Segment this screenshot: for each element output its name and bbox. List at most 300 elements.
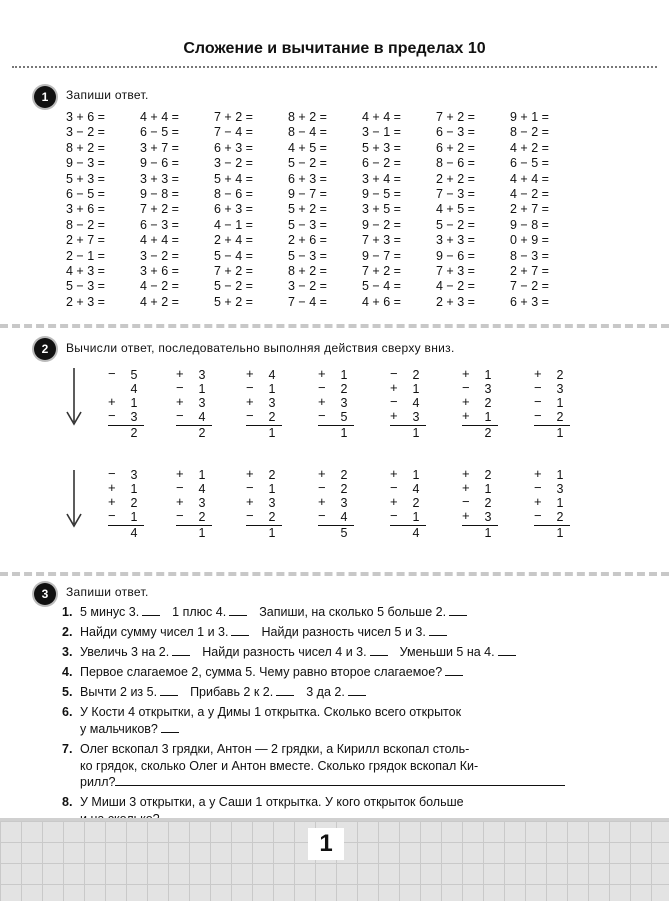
operation-sign: − xyxy=(108,366,116,381)
exercise-item: 3 − 2 = xyxy=(140,248,179,263)
column-problem xyxy=(462,468,498,540)
answer-blank[interactable] xyxy=(445,665,463,676)
answer-blank[interactable] xyxy=(161,722,179,733)
operation-sign: − xyxy=(318,480,326,495)
operation-sign: − xyxy=(108,508,116,523)
exercise-item: 5 − 4 = xyxy=(362,279,401,294)
exercise-column xyxy=(436,110,475,310)
exercise-item: 2 + 7 = xyxy=(66,233,105,248)
operand: 1 xyxy=(556,496,564,510)
column-problem-line xyxy=(390,510,426,524)
operand: 1 xyxy=(484,482,492,496)
word-problem-text: ко грядок, сколько Олег и Антон вместе. Сколько грядок вскопал Ки- xyxy=(80,758,479,773)
exercise-item: 4 − 2 = xyxy=(436,279,475,294)
exercise-item: 9 − 8 = xyxy=(140,186,179,201)
operand: 3 xyxy=(340,496,348,510)
operation-sign: − xyxy=(534,508,542,523)
exercise-item: 6 + 3 = xyxy=(214,202,253,217)
answer-blank[interactable] xyxy=(348,685,366,696)
operation-sign: − xyxy=(390,394,398,409)
operation-sign: + xyxy=(462,394,470,409)
exercise-item: 3 − 1 = xyxy=(362,125,401,140)
operand: 4 xyxy=(412,482,420,496)
word-problem xyxy=(62,604,588,621)
word-problem-text: У Миши 3 открытки, а у Саши 1 открытка. У кого открыток больше xyxy=(80,795,464,810)
exercise-item: 4 + 2 = xyxy=(140,294,179,309)
exercise-item: 8 − 2 = xyxy=(510,125,549,140)
exercise-item: 5 − 4 = xyxy=(214,248,253,263)
exercise-item: 4 + 5 = xyxy=(288,140,327,155)
operand: 1 xyxy=(130,396,138,410)
word-problem-number: 6. xyxy=(62,705,73,720)
exercise-item: 3 − 2 = xyxy=(288,279,327,294)
exercise-item: 5 − 3 = xyxy=(288,217,327,232)
operand: 2 xyxy=(484,496,492,510)
exercise-item: 3 + 4 = xyxy=(362,171,401,186)
exercise-item: 2 + 4 = xyxy=(214,233,253,248)
operation-sign: + xyxy=(462,466,470,481)
answer-digit: 1 xyxy=(268,426,276,440)
operation-sign: − xyxy=(534,408,542,423)
operand: 2 xyxy=(412,368,420,382)
column-problem-line xyxy=(462,410,498,424)
column-problem-line xyxy=(176,510,212,524)
answer-blank[interactable] xyxy=(160,685,178,696)
operand: 1 xyxy=(484,410,492,424)
operand: 2 xyxy=(484,468,492,482)
answer-blank[interactable] xyxy=(231,625,249,636)
column-problem xyxy=(390,468,426,540)
word-problem-text: у мальчиков? xyxy=(80,721,158,736)
exercise-item: 9 − 7 = xyxy=(288,186,327,201)
operation-sign: − xyxy=(176,380,184,395)
operand: 3 xyxy=(198,496,206,510)
column-problem-answer xyxy=(318,525,354,540)
operation-sign: − xyxy=(534,380,542,395)
column-problem-line xyxy=(246,510,282,524)
word-problem-text: Найди разность чисел 4 и 3. xyxy=(202,645,367,660)
exercise-item: 7 + 3 = xyxy=(436,263,475,278)
operation-sign: + xyxy=(246,366,254,381)
operand: 2 xyxy=(556,510,564,524)
operation-sign: − xyxy=(390,366,398,381)
operand: 3 xyxy=(556,382,564,396)
column-problem xyxy=(318,468,354,540)
answer-blank[interactable] xyxy=(115,775,565,786)
answer-digit: 4 xyxy=(412,526,420,540)
answer-digit: 1 xyxy=(412,426,420,440)
exercise-item: 3 + 7 = xyxy=(140,140,179,155)
word-problem xyxy=(62,624,588,641)
section-divider-2 xyxy=(0,572,669,576)
word-problem-text: Вычти 2 из 5. xyxy=(80,685,158,700)
answer-digit: 2 xyxy=(484,426,492,440)
operation-sign: + xyxy=(462,508,470,523)
word-problem-number: 2. xyxy=(62,625,73,640)
operation-sign: + xyxy=(176,466,184,481)
operand: 3 xyxy=(484,510,492,524)
exercise-item: 6 + 3 = xyxy=(510,294,549,309)
column-problem-answer xyxy=(390,425,426,440)
operation-sign: − xyxy=(462,380,470,395)
operation-sign: + xyxy=(462,408,470,423)
word-problem xyxy=(62,704,588,737)
exercise-item: 6 − 5 = xyxy=(66,186,105,201)
word-problem-text: Первое слагаемое 2, сумма 5. Чему равно второе слагаемое? xyxy=(80,665,443,680)
operand: 2 xyxy=(412,496,420,510)
operation-sign: − xyxy=(246,408,254,423)
column-problem-line xyxy=(176,410,212,424)
operation-sign: + xyxy=(390,380,398,395)
exercise-item: 9 − 6 = xyxy=(436,248,475,263)
operand: 1 xyxy=(198,382,206,396)
operand: 3 xyxy=(268,496,276,510)
operation-sign: + xyxy=(318,466,326,481)
operation-sign: + xyxy=(390,466,398,481)
operation-sign: + xyxy=(246,466,254,481)
operation-sign: + xyxy=(534,466,542,481)
operand: 1 xyxy=(556,468,564,482)
operand: 3 xyxy=(198,368,206,382)
word-problem-text: Олег вскопал 3 грядки, Антон — 2 грядки, а Кирилл вскопал столь- xyxy=(80,742,470,757)
exercise-column xyxy=(288,110,327,310)
word-problem-text: У Кости 4 открытки, а у Димы 1 открытка. Сколько всего открыток xyxy=(80,705,462,720)
exercise-item: 4 − 2 = xyxy=(140,279,179,294)
operation-sign: − xyxy=(318,508,326,523)
exercise-item: 3 − 2 = xyxy=(66,125,105,140)
exercise-item: 5 − 2 = xyxy=(288,156,327,171)
word-problem xyxy=(62,644,588,661)
column-problem-line xyxy=(246,410,282,424)
operand: 4 xyxy=(130,382,138,396)
exercise-item: 7 + 2 = xyxy=(362,263,401,278)
exercise-item: 5 + 4 = xyxy=(214,171,253,186)
answer-digit: 1 xyxy=(198,526,206,540)
exercise-item: 8 + 2 = xyxy=(288,110,327,124)
answer-digit: 1 xyxy=(268,526,276,540)
operand: 3 xyxy=(556,482,564,496)
exercise-item: 4 + 4 = xyxy=(510,171,549,186)
operand: 3 xyxy=(484,382,492,396)
column-problem-answer xyxy=(176,525,212,540)
exercise-item: 4 + 4 = xyxy=(140,233,179,248)
word-problem-number: 8. xyxy=(62,795,73,810)
exercise-item: 3 + 3 = xyxy=(140,171,179,186)
exercise-item: 6 + 2 = xyxy=(436,140,475,155)
column-problem xyxy=(108,468,144,540)
exercise-item: 6 − 3 = xyxy=(140,217,179,232)
down-arrow-icon xyxy=(64,366,84,428)
column-problem-line xyxy=(318,510,354,524)
exercise-item: 5 + 2 = xyxy=(288,202,327,217)
exercise-item: 8 + 2 = xyxy=(288,263,327,278)
task-3-number-badge: 3 xyxy=(34,583,56,605)
answer-digit: 2 xyxy=(198,426,206,440)
operand: 1 xyxy=(130,510,138,524)
exercise-item: 7 + 2 = xyxy=(140,202,179,217)
exercise-item: 8 − 6 = xyxy=(436,156,475,171)
column-problem-line xyxy=(462,510,498,524)
task-2-instruction: Вычисли ответ, последовательно выполняя действия сверху вниз. xyxy=(66,341,455,355)
operation-sign: + xyxy=(390,408,398,423)
section-divider-1 xyxy=(0,324,669,328)
answer-blank[interactable] xyxy=(429,625,447,636)
operation-sign: + xyxy=(318,394,326,409)
exercise-item: 3 − 2 = xyxy=(214,156,253,171)
exercise-item: 9 − 8 = xyxy=(510,217,549,232)
task-3-instruction: Запиши ответ. xyxy=(66,585,149,599)
word-problem-text: 1 плюс 4. xyxy=(172,605,227,619)
operation-sign: + xyxy=(176,494,184,509)
answer-blank[interactable] xyxy=(142,605,160,616)
exercise-item: 3 + 5 = xyxy=(362,202,401,217)
column-problem xyxy=(318,368,354,440)
exercise-item: 4 + 5 = xyxy=(436,202,475,217)
exercise-item: 4 + 2 = xyxy=(510,140,549,155)
column-problem-answer xyxy=(318,425,354,440)
exercise-item: 2 + 2 = xyxy=(436,171,475,186)
word-problem-text: Увеличь 3 на 2. xyxy=(80,645,170,660)
exercise-item: 3 + 6 = xyxy=(66,110,105,124)
exercise-item: 7 + 2 = xyxy=(214,263,253,278)
task-3-word-problems xyxy=(62,604,588,831)
column-problem-answer xyxy=(534,425,570,440)
operation-sign: + xyxy=(534,366,542,381)
exercise-item: 9 − 6 = xyxy=(140,156,179,171)
exercise-item: 2 + 6 = xyxy=(288,233,327,248)
operation-sign: + xyxy=(176,366,184,381)
operation-sign: − xyxy=(390,508,398,523)
word-problem-text: Найди разность чисел 5 и 3. xyxy=(261,625,426,640)
operand: 3 xyxy=(198,396,206,410)
column-problem-line xyxy=(318,410,354,424)
answer-blank[interactable] xyxy=(370,645,388,656)
operation-sign: − xyxy=(246,480,254,495)
operation-sign: + xyxy=(246,494,254,509)
page-number: 1 xyxy=(308,828,344,860)
operand: 1 xyxy=(130,482,138,496)
operation-sign: − xyxy=(176,508,184,523)
exercise-item: 6 − 5 = xyxy=(510,156,549,171)
exercise-column xyxy=(140,110,179,310)
operand: 2 xyxy=(556,368,564,382)
word-problem-text: 3 да 2. xyxy=(306,685,345,700)
operand: 2 xyxy=(340,468,348,482)
exercise-item: 4 + 4 = xyxy=(362,110,401,124)
operand: 4 xyxy=(268,368,276,382)
answer-digit: 1 xyxy=(556,526,564,540)
exercise-item: 5 + 3 = xyxy=(66,171,105,186)
word-problem xyxy=(62,741,588,791)
exercise-item: 7 + 2 = xyxy=(214,110,253,124)
exercise-item: 2 + 7 = xyxy=(510,202,549,217)
answer-blank[interactable] xyxy=(498,645,516,656)
column-problem xyxy=(390,368,426,440)
exercise-item: 5 − 3 = xyxy=(288,248,327,263)
exercise-item: 7 − 4 = xyxy=(288,294,327,309)
exercise-item: 5 + 2 = xyxy=(214,294,253,309)
column-problem-answer xyxy=(462,425,498,440)
exercise-item: 7 − 3 = xyxy=(436,186,475,201)
operand: 2 xyxy=(268,468,276,482)
exercise-column xyxy=(510,110,549,310)
word-problem-text: Найди сумму чисел 1 и 3. xyxy=(80,625,229,640)
operation-sign: − xyxy=(390,480,398,495)
exercise-item: 6 − 3 = xyxy=(436,125,475,140)
column-problem-answer xyxy=(176,425,212,440)
operation-sign: − xyxy=(534,480,542,495)
exercise-item: 2 + 3 = xyxy=(66,294,105,309)
exercise-item: 7 + 3 = xyxy=(362,233,401,248)
operation-sign: + xyxy=(462,480,470,495)
word-problem-text: Уменьши 5 на 4. xyxy=(399,645,495,660)
column-problem xyxy=(246,468,282,540)
answer-digit: 1 xyxy=(556,426,564,440)
exercise-item: 7 − 2 = xyxy=(510,279,549,294)
operand: 3 xyxy=(268,396,276,410)
exercise-item: 9 + 1 = xyxy=(510,110,549,124)
exercise-item: 7 − 4 = xyxy=(214,125,253,140)
exercise-item: 4 − 1 = xyxy=(214,217,253,232)
operand: 1 xyxy=(412,468,420,482)
operand: 5 xyxy=(340,410,348,424)
exercise-item: 2 + 7 = xyxy=(510,263,549,278)
operation-sign: − xyxy=(534,394,542,409)
column-problem-answer xyxy=(108,525,144,540)
exercise-item: 8 − 6 = xyxy=(214,186,253,201)
operation-sign: + xyxy=(108,394,116,409)
word-problem-number: 4. xyxy=(62,665,73,680)
operand: 2 xyxy=(340,482,348,496)
operand: 1 xyxy=(484,368,492,382)
exercise-item: 7 + 2 = xyxy=(436,110,475,124)
exercise-item: 2 + 3 = xyxy=(436,294,475,309)
word-problem-text: 5 минус 3. xyxy=(80,605,140,619)
operation-sign: − xyxy=(176,408,184,423)
exercise-column xyxy=(214,110,253,310)
exercise-item: 9 − 7 = xyxy=(362,248,401,263)
operation-sign: + xyxy=(246,394,254,409)
word-problem xyxy=(62,684,588,701)
exercise-item: 2 − 1 = xyxy=(66,248,105,263)
operand: 2 xyxy=(556,410,564,424)
exercise-column xyxy=(362,110,401,310)
operand: 5 xyxy=(130,368,138,382)
word-problem-text: Прибавь 2 к 2. xyxy=(190,685,274,700)
operation-sign: − xyxy=(108,466,116,481)
operand: 2 xyxy=(340,382,348,396)
exercise-item: 5 + 3 = xyxy=(362,140,401,155)
answer-blank[interactable] xyxy=(449,605,467,616)
operand: 1 xyxy=(198,468,206,482)
operation-sign: + xyxy=(176,394,184,409)
column-problem-answer xyxy=(390,525,426,540)
column-problem-line xyxy=(108,510,144,524)
exercise-item: 4 + 3 = xyxy=(66,263,105,278)
exercise-item: 9 − 2 = xyxy=(362,217,401,232)
operand: 4 xyxy=(340,510,348,524)
operation-sign: + xyxy=(108,494,116,509)
operand: 3 xyxy=(130,410,138,424)
exercise-column xyxy=(66,110,105,310)
operation-sign: + xyxy=(534,494,542,509)
operand: 1 xyxy=(556,396,564,410)
exercise-item: 4 + 6 = xyxy=(362,294,401,309)
operand: 4 xyxy=(198,482,206,496)
answer-digit: 1 xyxy=(340,426,348,440)
operand: 2 xyxy=(268,510,276,524)
exercise-item: 8 − 2 = xyxy=(66,217,105,232)
exercise-item: 8 − 3 = xyxy=(510,248,549,263)
operation-sign: − xyxy=(108,408,116,423)
operand: 3 xyxy=(412,410,420,424)
column-problem-answer xyxy=(534,525,570,540)
title-dotted-divider xyxy=(12,66,657,68)
operand: 2 xyxy=(198,510,206,524)
word-problem xyxy=(62,664,588,681)
exercise-item: 5 − 3 = xyxy=(66,279,105,294)
operand: 1 xyxy=(268,382,276,396)
column-problem xyxy=(108,368,144,440)
word-problem-number: 3. xyxy=(62,645,73,660)
exercise-item: 3 + 6 = xyxy=(66,202,105,217)
answer-digit: 5 xyxy=(340,526,348,540)
column-problem xyxy=(176,468,212,540)
down-arrow-icon xyxy=(64,468,84,530)
operand: 1 xyxy=(412,382,420,396)
exercise-item: 8 − 4 = xyxy=(288,125,327,140)
word-problem-number: 7. xyxy=(62,742,73,757)
exercise-item: 0 + 9 = xyxy=(510,233,549,248)
column-problem-line xyxy=(390,410,426,424)
column-problem-answer xyxy=(246,525,282,540)
operand: 3 xyxy=(340,396,348,410)
operation-sign: + xyxy=(462,366,470,381)
exercise-item: 6 + 3 = xyxy=(214,140,253,155)
column-problem-line xyxy=(108,368,144,382)
operation-sign: − xyxy=(246,508,254,523)
operand: 4 xyxy=(198,410,206,424)
exercise-item: 6 + 3 = xyxy=(288,171,327,186)
column-problem xyxy=(246,368,282,440)
exercise-item: 3 + 3 = xyxy=(436,233,475,248)
exercise-item: 3 + 6 = xyxy=(140,263,179,278)
page-title: Сложение и вычитание в пределах 10 xyxy=(183,40,486,57)
exercise-item: 6 − 5 = xyxy=(140,125,179,140)
column-problem xyxy=(534,368,570,440)
column-problem-line xyxy=(534,510,570,524)
operation-sign: + xyxy=(318,366,326,381)
operand: 4 xyxy=(412,396,420,410)
answer-blank[interactable] xyxy=(229,605,247,616)
exercise-item: 9 − 3 = xyxy=(66,156,105,171)
answer-digit: 1 xyxy=(484,526,492,540)
operation-sign: + xyxy=(318,494,326,509)
word-problem-text: рилл? xyxy=(80,775,116,790)
answer-blank[interactable] xyxy=(172,645,190,656)
operation-sign: − xyxy=(462,494,470,509)
column-problem-answer xyxy=(246,425,282,440)
column-problem xyxy=(176,368,212,440)
exercise-item: 6 − 2 = xyxy=(362,156,401,171)
answer-blank[interactable] xyxy=(276,685,294,696)
operand: 1 xyxy=(412,510,420,524)
operand: 2 xyxy=(268,410,276,424)
operand: 3 xyxy=(130,468,138,482)
word-problem-number: 1. xyxy=(62,605,73,619)
task-2-number-badge: 2 xyxy=(34,338,56,360)
operation-sign: + xyxy=(390,494,398,509)
